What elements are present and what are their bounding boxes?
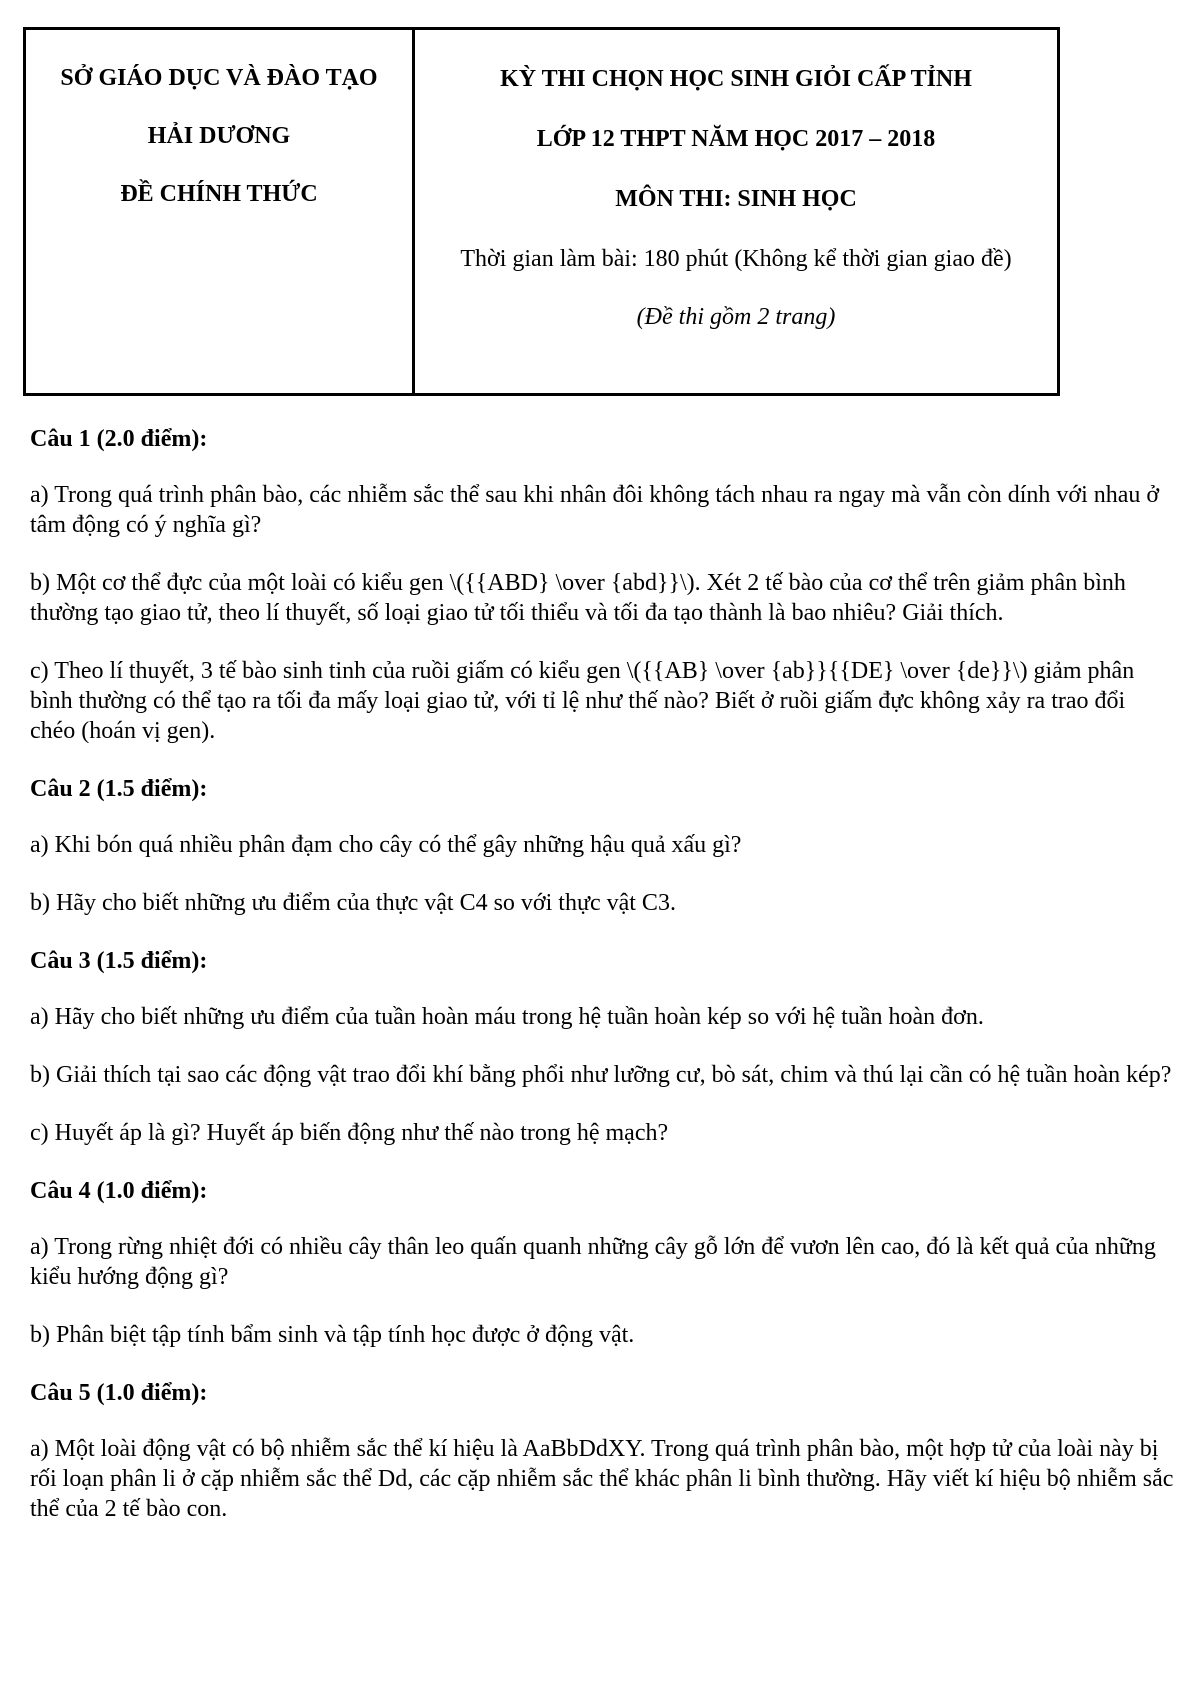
question-part: c) Theo lí thuyết, 3 tế bào sinh tinh của ruồi giấm có kiểu gen \({{AB} \over {ab}}{{DE} \over {de}}\) giảm phân bình thường có thể tạo ra tối đa mấy loại giao tử, với tỉ lệ như thế nào? Biết ở ruồi giấm đực không xảy ra trao đổi chéo (hoán vị gen). — [30, 658, 1135, 744]
question-part: b) Phân biệt tập tính bẩm sinh và tập tính học được ở động vật. — [30, 1322, 635, 1348]
question-3 — [30, 946, 1175, 1148]
question-1 — [30, 424, 1175, 746]
exam-name: KỲ THI CHỌN HỌC SINH GIỎI CẤP TỈNH — [500, 66, 972, 92]
province-name: HẢI DƯƠNG — [147, 123, 291, 149]
question-title: Câu 1 (2.0 điểm): — [30, 426, 208, 452]
pages-note: (Đề thi gồm 2 trang) — [636, 304, 836, 330]
department-name: SỞ GIÁO DỤC VÀ ĐÀO TẠO — [60, 65, 378, 91]
question-4 — [30, 1176, 1175, 1350]
question-title: Câu 5 (1.0 điểm): — [30, 1380, 208, 1406]
header-right-cell — [415, 30, 1057, 393]
question-part: a) Khi bón quá nhiều phân đạm cho cây có thể gây những hậu quả xấu gì? — [30, 832, 742, 858]
question-part: a) Hãy cho biết những ưu điểm của tuần hoàn máu trong hệ tuần hoàn kép so với hệ tuần hoàn đơn. — [30, 1004, 984, 1030]
question-title: Câu 3 (1.5 điểm): — [30, 948, 208, 974]
exam-subject: MÔN THI: SINH HỌC — [615, 186, 857, 212]
question-2 — [30, 774, 1175, 918]
grade-year: LỚP 12 THPT NĂM HỌC 2017 – 2018 — [536, 126, 936, 152]
question-part: a) Trong quá trình phân bào, các nhiễm sắc thể sau khi nhân đôi không tách nhau ra ngay mà vẫn còn dính với nhau ở tâm động có ý nghĩa gì? — [30, 482, 1160, 538]
exam-time: Thời gian làm bài: 180 phút (Không kể thời gian giao đề) — [460, 246, 1012, 272]
question-part: a) Trong rừng nhiệt đới có nhiều cây thân leo quấn quanh những cây gỗ lớn để vươn lên cao, đó là kết quả của những kiểu hướng động gì? — [30, 1234, 1156, 1290]
question-part: b) Hãy cho biết những ưu điểm của thực vật C4 so với thực vật C3. — [30, 890, 676, 916]
question-part: c) Huyết áp là gì? Huyết áp biến động như thế nào trong hệ mạch? — [30, 1120, 669, 1146]
question-5 — [30, 1378, 1175, 1524]
header-left-cell — [26, 30, 415, 393]
exam-header — [23, 27, 1060, 396]
official-exam-label: ĐỀ CHÍNH THỨC — [120, 181, 318, 207]
exam-content — [30, 424, 1175, 1552]
question-title: Câu 2 (1.5 điểm): — [30, 776, 208, 802]
question-part: b) Giải thích tại sao các động vật trao đổi khí bằng phổi như lưỡng cư, bò sát, chim và thú lại cần có hệ tuần hoàn kép? — [30, 1062, 1172, 1088]
question-title: Câu 4 (1.0 điểm): — [30, 1178, 208, 1204]
question-part: a) Một loài động vật có bộ nhiễm sắc thể kí hiệu là AaBbDdXY. Trong quá trình phân bào, một hợp tử của loài này bị rối loạn phân li ở cặp nhiễm sắc thể Dd, các cặp nhiễm sắc thể khác phân li bình thường. Hãy viết kí hiệu bộ nhiễm sắc thể của 2 tế bào con. — [30, 1436, 1174, 1522]
question-part: b) Một cơ thể đực của một loài có kiểu gen \({{ABD} \over {abd}}\). Xét 2 tế bào của cơ thể trên giảm phân bình thường tạo giao tử, theo lí thuyết, số loại giao tử tối thiểu và tối đa tạo thành là bao nhiêu? Giải thích. — [30, 570, 1126, 626]
